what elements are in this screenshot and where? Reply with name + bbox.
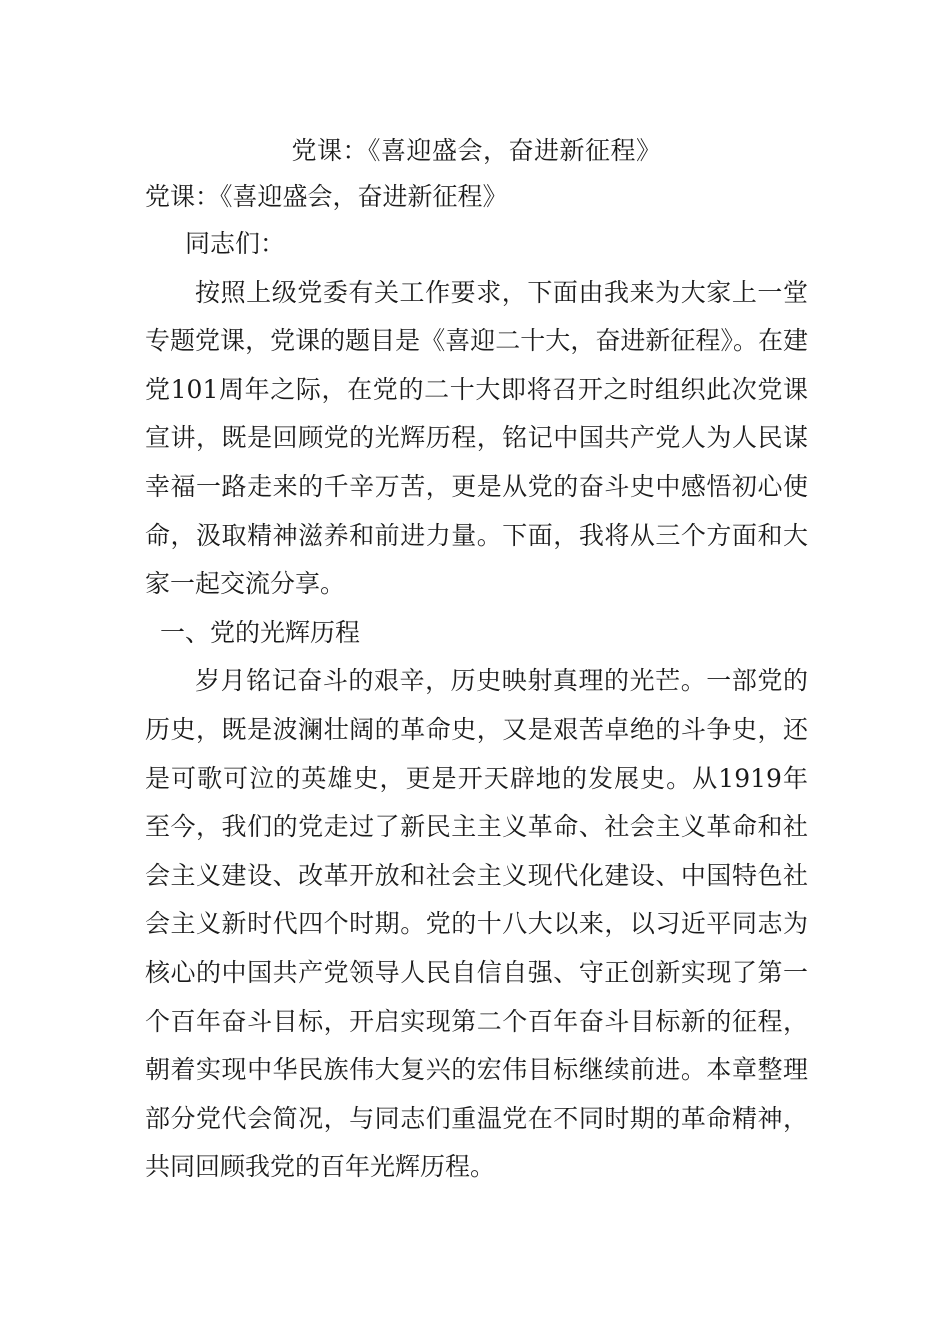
- document-page: [145, 128, 808, 1192]
- document-subtitle: 党课：《喜迎盛会，奋进新征程》: [145, 182, 508, 211]
- section-heading: 一、党的光辉历程: [160, 617, 361, 647]
- intro-paragraph: 按照上级党委有关工作要求，下面由我来为大家上一堂专题党课，党课的题目是《喜迎二十大，奋进新征程》。在建党101周年之际，在党的二十大即将召开之时组织此次党课宣讲，既是回顾党的光辉历程，铭记中国共产党人为人民谋幸福一路走来的千辛万苦，更是从党的奋斗史中感悟初心使命，汲取精神滋养和前进力量。下面，我将从三个方面和大家一起交流分享。: [145, 277, 808, 599]
- section-paragraph: 岁月铭记奋斗的艰辛，历史映射真理的光芒。一部党的历史，既是波澜壮阔的革命史，又是艰苦卓绝的斗争史，还是可歌可泣的英雄史，更是开天辟地的发展史。从1919年至今，我们的党走过了新民主主义革命、社会主义革命和社会主义建设、改革开放和社会主义现代化建设、中国特色社会主义新时代四个时期。党的十八大以来，以习近平同志为核心的中国共产党领导人民自信自强、守正创新实现了第一个百年奋斗目标，开启实现第二个百年奋斗目标新的征程，朝着实现中华民族伟大复兴的宏伟目标继续前进。本章整理部分党代会简况，与同志们重温党在不同时期的革命精神，共同回顾我党的百年光辉历程。: [145, 666, 808, 1182]
- document-title: 党课：《喜迎盛会，奋进新征程》: [291, 136, 662, 165]
- salutation: 同志们：: [185, 229, 286, 258]
